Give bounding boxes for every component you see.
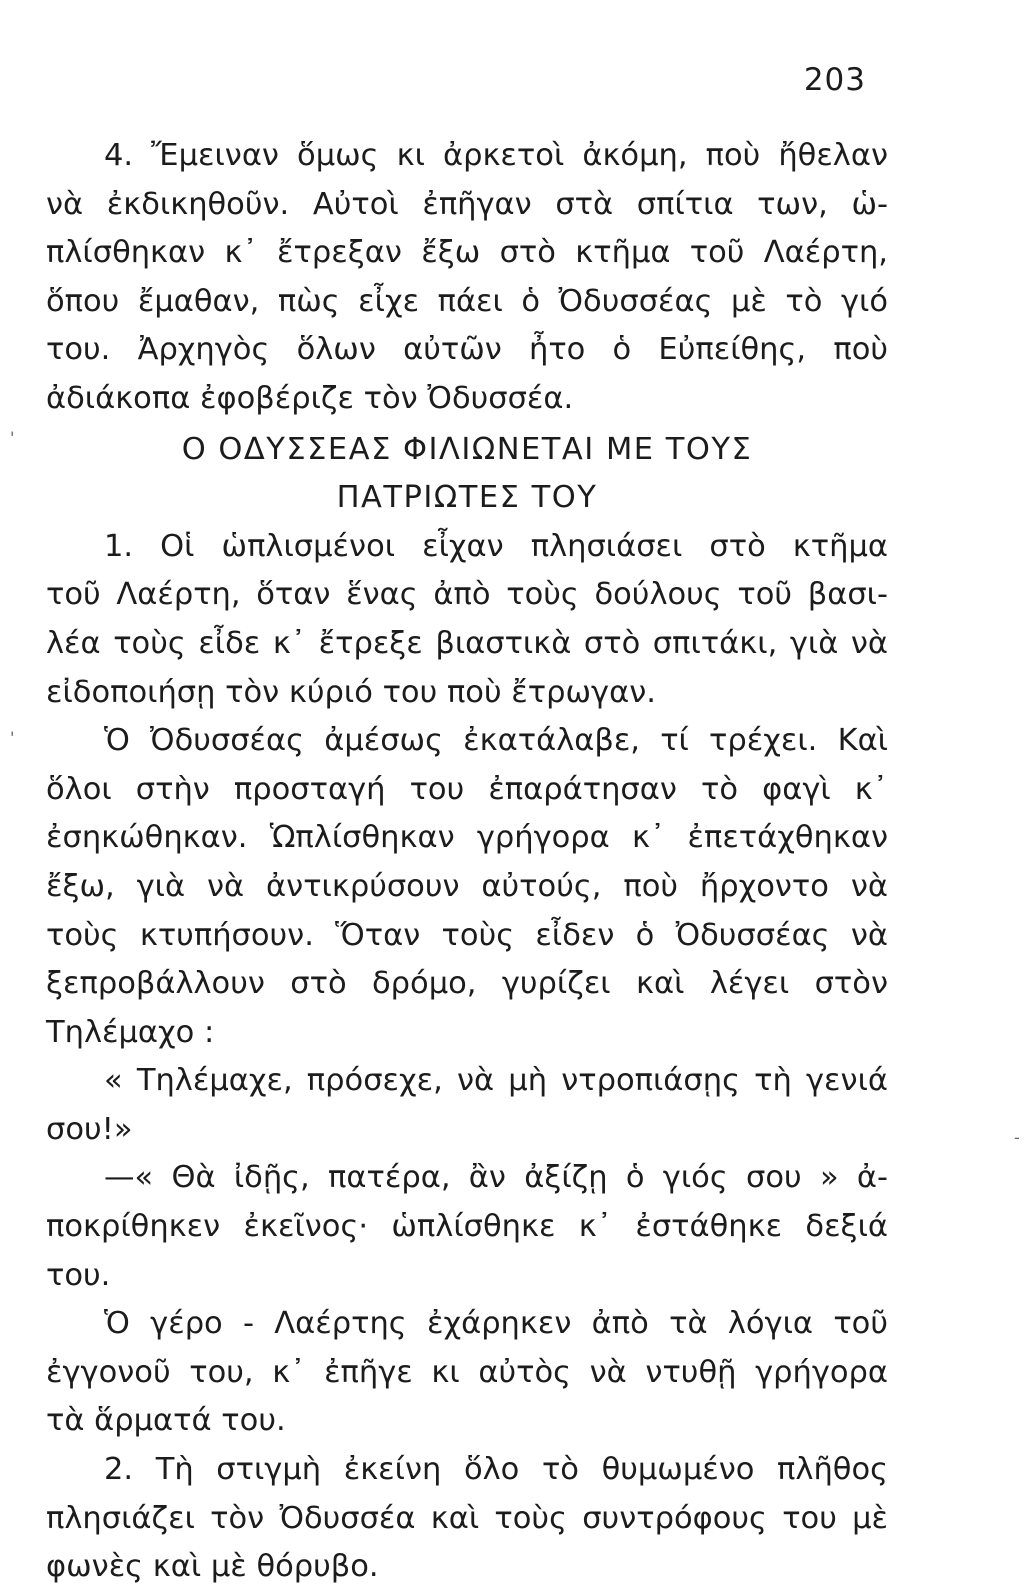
text-line: ἐγγονοῦ του, κ᾿ ἐπῆγε κι αὐτὸς νὰ ντυθῇ γρήγορα	[46, 1354, 888, 1390]
text-line: —« Θὰ ἰδῇς, πατέρα, ἂν ἀξίζῃ ὁ γιός σου » ἀ-	[104, 1160, 888, 1196]
page-number: 203	[803, 62, 866, 98]
heading-line-2: ΠΑΤΡΙΩΤΕΣ ΤΟΥ	[336, 480, 598, 516]
body-text	[46, 132, 888, 1592]
paragraph-4	[46, 132, 888, 424]
text-line: σου!»	[46, 1111, 133, 1147]
paragraph-laertes	[46, 1300, 888, 1446]
text-line: Τηλέμαχο :	[46, 1014, 215, 1050]
text-line: ὅλοι στὴν προσταγή του ἐπαράτησαν τὸ φαγὶ κ᾿	[46, 771, 888, 807]
text-line: ἔξω, γιὰ νὰ ἀντικρύσουν αὐτούς, ποὺ ἤρχοντο νὰ	[46, 868, 888, 904]
text-line: 4. Ἔμειναν ὅμως κι ἀρκετοὶ ἀκόμη, ποὺ ἤθελαν	[104, 138, 888, 173]
text-line: ξεπροβάλλουν στὸ δρόμο, γυρίζει καὶ λέγει στὸν	[46, 966, 888, 1002]
text-line: νὰ ἐκδικηθοῦν. Αὐτοὶ ἐπῆγαν στὰ σπίτια των, ὡ-	[46, 186, 888, 222]
paragraph-quote-telemachus	[46, 1154, 888, 1300]
text-line: τοῦ Λαέρτη, ὅταν ἕνας ἀπὸ τοὺς δούλους τοῦ βασι-	[46, 577, 888, 613]
section-heading	[46, 426, 888, 523]
text-line: πλησιάζει τὸν Ὀδυσσέα καὶ τοὺς συντρόφους του μὲ	[46, 1500, 888, 1536]
text-line: φωνὲς καὶ μὲ θόρυβο.	[46, 1549, 379, 1585]
text-line: Ὁ γέρο - Λαέρτης ἐχάρηκεν ἀπὸ τὰ λόγια τοῦ	[104, 1306, 888, 1342]
text-line: ἐσηκώθηκαν. Ὡπλίσθηκαν γρήγορα κ᾿ ἐπετάχθηκαν	[46, 820, 888, 856]
text-line: πλίσθηκαν κ᾿ ἔτρεξαν ἔξω στὸ κτῆμα τοῦ Λαέρτη,	[46, 235, 888, 271]
text-line: τοὺς κτυπήσουν. Ὅταν τοὺς εἶδεν ὁ Ὀδυσσέας νὰ	[46, 917, 888, 953]
text-line: του. Ἀρχηγὸς ὅλων αὐτῶν ἦτο ὁ Εὐπείθης, ποὺ	[46, 332, 888, 368]
paragraph-quote-odysseus	[46, 1057, 888, 1154]
text-line: ὅπου ἔμαθαν, πὼς εἶχε πάει ὁ Ὀδυσσέας μὲ τὸ γιό	[46, 283, 888, 319]
text-line: τὰ ἅρματά του.	[46, 1403, 286, 1439]
paragraph-2	[46, 1446, 888, 1592]
text-line: εἰδοποιήσῃ τὸν κύριό του ποὺ ἔτρωγαν.	[46, 674, 656, 710]
heading-line-1: Ο ΟΔΥΣΣΕΑΣ ΦΙΛΙΩΝΕΤΑΙ ΜΕ ΤΟΥΣ	[181, 431, 753, 467]
paragraph-1	[46, 523, 888, 717]
scan-speck: -	[1014, 1128, 1020, 1147]
text-line: ποκρίθηκεν ἐκεῖνος· ὡπλίσθηκε κ᾿ ἐστάθηκε δεξιά του.	[46, 1209, 888, 1293]
text-line: 1. Οἱ ὡπλισμένοι εἶχαν πλησιάσει στὸ κτῆμα	[104, 528, 888, 564]
text-line: 2. Τὴ στιγμὴ ἐκείνη ὅλο τὸ θυμωμένο πλῆθος	[104, 1452, 888, 1488]
paragraph-odysseus-reacts	[46, 717, 888, 1057]
scan-speck: '	[10, 728, 15, 747]
text-line: λέα τοὺς εἶδε κ᾿ ἔτρεξε βιαστικὰ στὸ σπιτάκι, γιὰ νὰ	[46, 625, 888, 661]
scan-speck: '	[10, 428, 15, 447]
text-line: ἀδιάκοπα ἐφοβέριζε τὸν Ὀδυσσέα.	[46, 380, 574, 416]
text-line: Ὁ Ὀδυσσέας ἀμέσως ἐκατάλαβε, τί τρέχει. Καὶ	[104, 723, 888, 759]
text-line: « Τηλέμαχε, πρόσεχε, νὰ μὴ ντροπιάσῃς τὴ γενιά	[104, 1063, 888, 1099]
